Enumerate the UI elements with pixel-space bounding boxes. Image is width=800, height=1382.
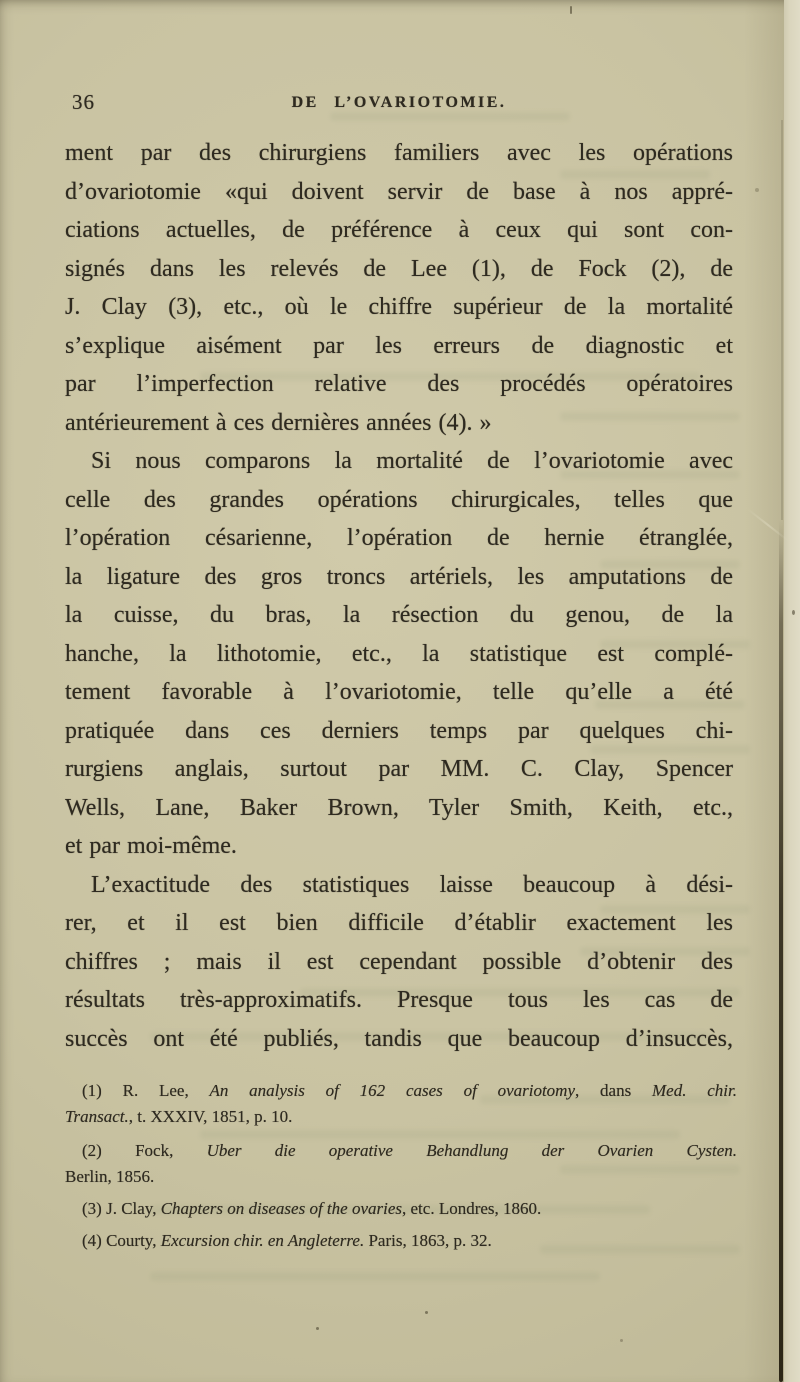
footnote-title: Uber die operative Behandlung der Ovarien Cysten. (206, 1141, 737, 1160)
bleedthrough-smudge (150, 1272, 600, 1281)
text-line: Wells, Lane, Baker Brown, Tyler Smith, Keith, etc., (65, 794, 733, 821)
footnote-line (65, 1196, 737, 1222)
text-line: rer, et il est bien difficile d’établir exactement les (65, 910, 733, 936)
paper-speck (755, 188, 759, 192)
page-gutter-shadow (744, 0, 784, 1382)
text-line: par l’imperfection relative des procédés opératoires (65, 371, 733, 397)
footnote-title: Excursion chir. en Angleterre. (160, 1231, 365, 1250)
text-line: L’exactitude des statistiques laisse beaucoup à dési- (91, 871, 733, 898)
page-edge-line (779, 520, 783, 1382)
footnote-text: , dans (575, 1081, 652, 1100)
paper-speck (792, 610, 795, 615)
text-line: d’ovariotomie «qui doivent servir de base à nos appré- (65, 178, 733, 205)
footnote-text: (2) Fock, (82, 1141, 207, 1160)
text-line: s’explique aisément par les erreurs de diagnostic et (65, 332, 733, 359)
footnote-line (65, 1104, 737, 1130)
footnote-line (65, 1228, 737, 1254)
text-line: J. Clay (3), etc., où le chiffre supérieur de la mortalité (65, 294, 733, 320)
bleedthrough-smudge (330, 112, 570, 121)
text-line: ciations actuelles, de préférence à ceux qui sont con- (65, 217, 733, 243)
footnote-text: , etc. Londres, 1860. (402, 1199, 542, 1218)
page-edge-line (781, 120, 783, 520)
footnote-title: Transact. (65, 1107, 129, 1126)
footnote-line (65, 1078, 737, 1104)
text-line: celle des grandes opérations chirurgicales, telles que (65, 486, 733, 513)
text-line: succès ont été publiés, tandis que beaucoup d’insuccès, (65, 1025, 733, 1052)
footnote-line (65, 1164, 737, 1190)
paper-speck (425, 1311, 428, 1314)
footnote-text: Paris, 1863, p. 32. (364, 1231, 492, 1250)
text-line: rurgiens anglais, surtout par MM. C. Clay, Spencer (65, 756, 733, 782)
footnote-text: (3) J. Clay, (82, 1199, 161, 1218)
footnote-text: Berlin, 1856. (65, 1167, 155, 1186)
footnote-title: An analysis of 162 cases of ovariotomy (209, 1081, 576, 1100)
text-line: signés dans les relevés de Lee (1), de Fock (2), de (65, 255, 733, 282)
footnote-text: (1) R. Lee, (82, 1081, 210, 1100)
body-text (65, 134, 733, 1058)
footnote-text: , t. XXXIV, 1851, p. 10. (128, 1107, 293, 1126)
text-line: tement favorable à l’ovariotomie, telle qu’elle a été (65, 679, 733, 705)
footnote-title: Med. chir. (652, 1081, 737, 1100)
text-line: chiffres ; mais il est cependant possible d’obtenir des (65, 948, 733, 975)
text-line: ment par des chirurgiens familiers avec les opérations (65, 140, 733, 166)
paper-speck (570, 6, 572, 14)
text-line: pratiquée dans ces derniers temps par quelques chi- (65, 717, 733, 744)
text-line: la ligature des gros troncs artériels, les amputations de (65, 563, 733, 590)
text-line: Si nous comparons la mortalité de l’ovariotomie avec (91, 448, 733, 474)
text-line: et par moi-même. (65, 833, 237, 859)
paper-speck (620, 1339, 623, 1342)
page-edge (784, 0, 800, 1382)
paper-speck (316, 1327, 319, 1330)
footnote-line (65, 1138, 737, 1164)
page-number: 36 (72, 90, 95, 114)
text-line: résultats très-approximatifs. Presque tous les cas de (65, 987, 733, 1013)
text-line: la cuisse, du bras, la résection du genou, de la (65, 602, 733, 628)
text-line: l’opération césarienne, l’opération de hernie étranglée, (65, 525, 733, 551)
footnote-title: Chapters on diseases of the ovaries (160, 1199, 402, 1218)
footnotes (65, 1078, 737, 1254)
text-line: antérieurement à ces dernières années (4). » (65, 409, 492, 436)
text-line: hanche, la lithotomie, etc., la statistique est complé- (65, 640, 733, 667)
footnote-text: (4) Courty, (82, 1231, 161, 1250)
running-header: DE L’OVARIOTOMIE. (291, 94, 507, 111)
